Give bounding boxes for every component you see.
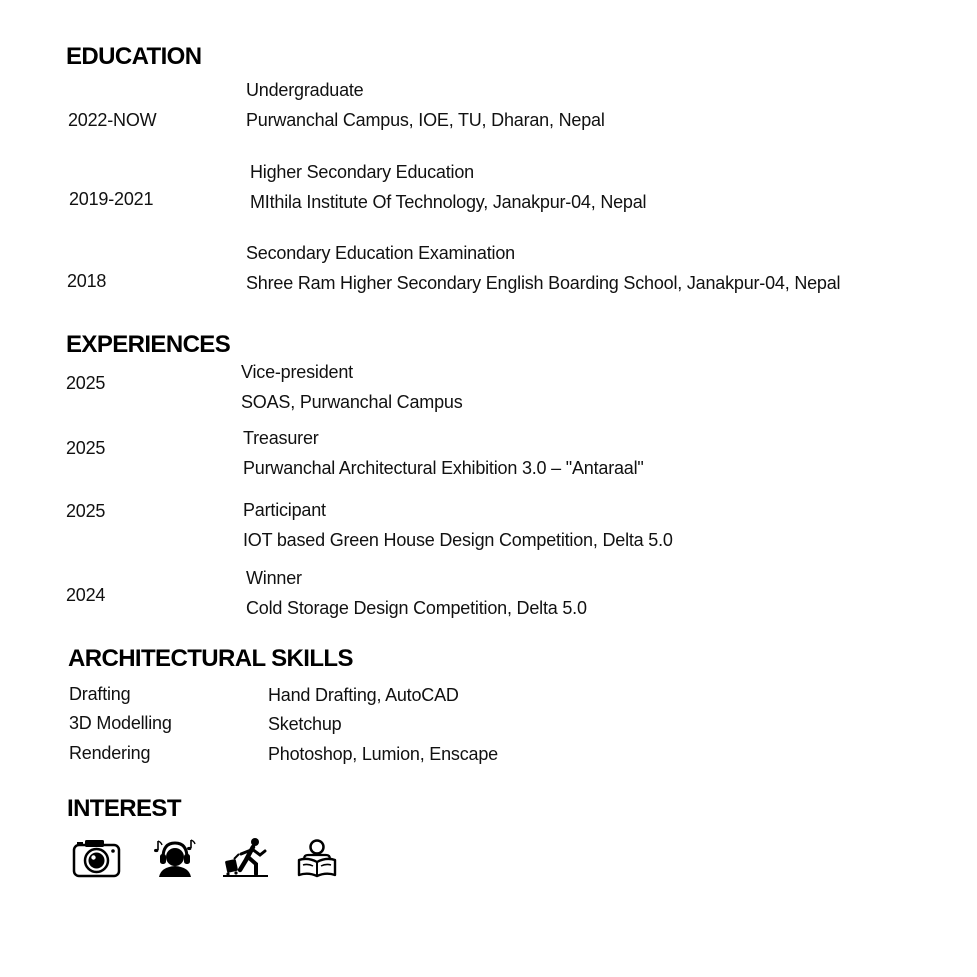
experience-year: 2024 — [66, 585, 106, 605]
education-place: Shree Ram Higher Secondary English Boarding School, Janakpur-04, Nepal — [246, 273, 841, 293]
education-heading: EDUCATION — [66, 43, 202, 70]
travel-icon — [222, 836, 270, 878]
education-title: Undergraduate — [246, 80, 364, 100]
skill-tools: Photoshop, Lumion, Enscape — [268, 744, 498, 764]
experiences-heading: EXPERIENCES — [66, 331, 231, 358]
reading-icon — [296, 838, 338, 878]
education-place: MIthila Institute Of Technology, Janakpur-04, Nepal — [250, 192, 647, 212]
education-year: 2019-2021 — [69, 189, 154, 209]
skill-tools: Sketchup — [268, 714, 342, 734]
experience-year: 2025 — [66, 438, 106, 458]
experience-org: SOAS, Purwanchal Campus — [241, 392, 463, 412]
camera-icon — [72, 838, 122, 880]
skill-tools: Hand Drafting, AutoCAD — [268, 685, 459, 705]
interest-heading: INTEREST — [67, 795, 181, 822]
experience-org: IOT based Green House Design Competition, Delta 5.0 — [243, 530, 673, 550]
education-title: Secondary Education Examination — [246, 243, 515, 263]
skill-category: Rendering — [69, 743, 151, 763]
skills-heading: ARCHITECTURAL SKILLS — [68, 645, 353, 672]
education-title: Higher Secondary Education — [250, 162, 474, 182]
experience-role: Treasurer — [243, 428, 319, 448]
music-headphones-icon — [153, 838, 197, 878]
experience-org: Cold Storage Design Competition, Delta 5.0 — [246, 598, 587, 618]
experience-role: Winner — [246, 568, 302, 588]
experience-year: 2025 — [66, 373, 106, 393]
experience-role: Participant — [243, 500, 326, 520]
experience-role: Vice-president — [241, 362, 353, 382]
skill-category: 3D Modelling — [69, 713, 172, 733]
experience-org: Purwanchal Architectural Exhibition 3.0 – "Antaraal" — [243, 458, 644, 478]
skill-category: Drafting — [69, 684, 131, 704]
education-year: 2018 — [67, 271, 107, 291]
education-year: 2022-NOW — [68, 110, 157, 130]
experience-year: 2025 — [66, 501, 106, 521]
education-place: Purwanchal Campus, IOE, TU, Dharan, Nepal — [246, 110, 605, 130]
